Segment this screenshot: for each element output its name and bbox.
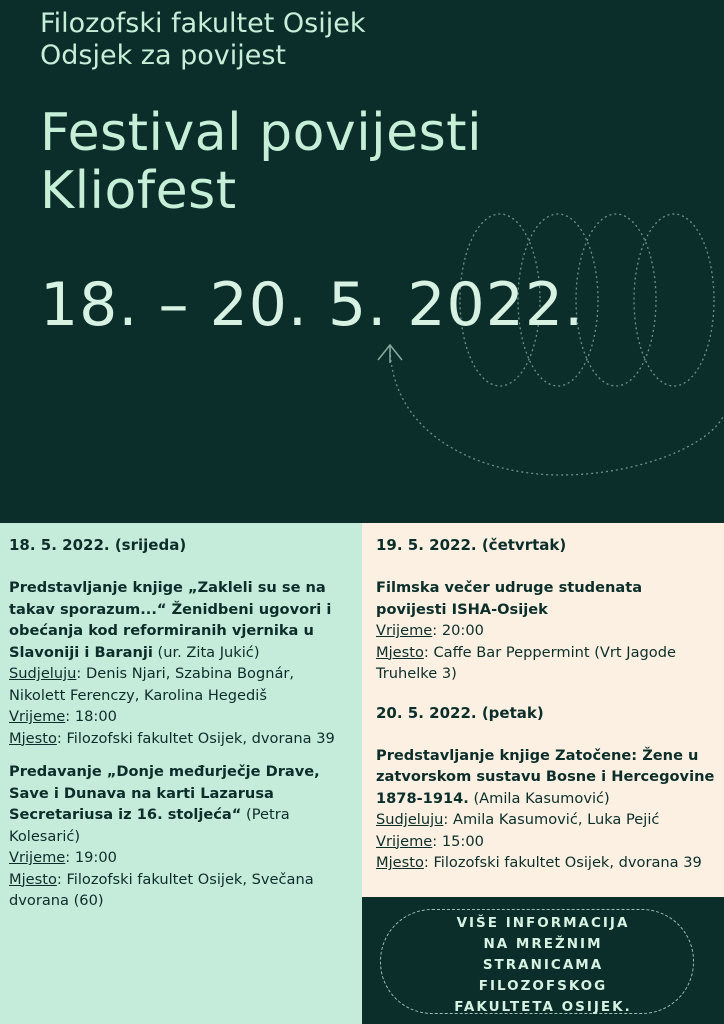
place-value: : Filozofski fakultet Osijek, Svečana dvorana (60): [9, 870, 314, 909]
event-book-zatocene: [376, 745, 716, 874]
more-info-line: STRANICAMA: [482, 957, 604, 973]
faculty-name: Filozofski fakultet Osijek: [40, 8, 366, 39]
more-info-line: FILOZOFSKOG: [478, 978, 608, 994]
time-value: : 18:00: [65, 708, 117, 725]
event-title: Predavanje „Donje međurječje Drave, Save i Dunava na karti Lazarusa Secretariusa iz 16. stoljeća“: [9, 763, 320, 823]
event-title: Predstavljanje knjige Zatočene: Žene u zatvorskom sustavu Bosne i Hercegovine 1878-1914.: [376, 746, 715, 807]
time-label: Vrijeme: [376, 832, 433, 850]
day-heading: 18. 5. 2022. (srijeda): [9, 536, 187, 554]
department-name: Odsjek za povijest: [40, 40, 286, 71]
event-film-night: [376, 577, 716, 685]
place-value: : Caffe Bar Peppermint (Vrt Jagode Truhelke 3): [376, 643, 676, 682]
event-title: Filmska večer udruge studenata povijesti ISHA-Osijek: [376, 579, 643, 618]
event-note: (Amila Kasumović): [473, 789, 610, 807]
institution-block: [40, 8, 365, 72]
more-info-panel: [362, 897, 724, 1024]
more-info-line: NA MREŽNIM: [483, 936, 603, 952]
more-info-text: [362, 913, 724, 1018]
event-book-presentation: [9, 577, 354, 749]
time-label: Vrijeme: [9, 849, 66, 866]
event-note: (Petra Kolesarić): [9, 806, 290, 845]
time-value: : 15:00: [432, 832, 484, 850]
more-info-line: FAKULTETA OSIJEK.: [454, 999, 632, 1015]
place-label: Mjesto: [9, 729, 57, 747]
time-label: Vrijeme: [9, 708, 66, 725]
time-value: : 20:00: [432, 622, 484, 639]
event-note: (ur. Zita Jukić): [157, 643, 260, 661]
festival-title: [40, 104, 482, 220]
title-line-1: Festival povijesti: [40, 103, 483, 163]
place-label: Mjesto: [9, 870, 57, 888]
event-lecture: [9, 761, 354, 912]
participants-value: : Amila Kasumović, Luka Pejić: [443, 811, 660, 828]
place-label: Mjesto: [376, 854, 424, 871]
more-info-line: VIŠE INFORMACIJA: [456, 915, 630, 931]
festival-dates: 18. – 20. 5. 2022.: [40, 270, 585, 340]
participants-label: Sudjeluju: [9, 665, 77, 682]
spiral-loops-decoration: [360, 205, 724, 485]
participants-label: Sudjeluju: [376, 811, 444, 828]
day-19-20-panel: [362, 523, 724, 897]
day-heading: 19. 5. 2022. (četvrtak): [376, 536, 567, 554]
place-value: : Filozofski fakultet Osijek, dvorana 39: [423, 854, 702, 871]
time-value: : 19:00: [65, 849, 117, 866]
place-value: : Filozofski fakultet Osijek, dvorana 39: [56, 729, 335, 747]
participants-value: : Denis Njari, Szabina Bognár, Nikolett Ferenczy, Karolina Hegediš: [9, 665, 295, 704]
day-18-panel: [0, 523, 362, 1024]
day-heading: 20. 5. 2022. (petak): [376, 703, 544, 722]
place-label: Mjesto: [376, 643, 424, 661]
title-line-2: Kliofest: [40, 161, 237, 221]
event-title: Predstavljanje knjige „Zakleli su se na takav sporazum...“ Ženidbeni ugovori i obećanja kod reformiranih vjernika u Slavoniji i Baranji: [9, 579, 332, 661]
time-label: Vrijeme: [376, 622, 433, 639]
